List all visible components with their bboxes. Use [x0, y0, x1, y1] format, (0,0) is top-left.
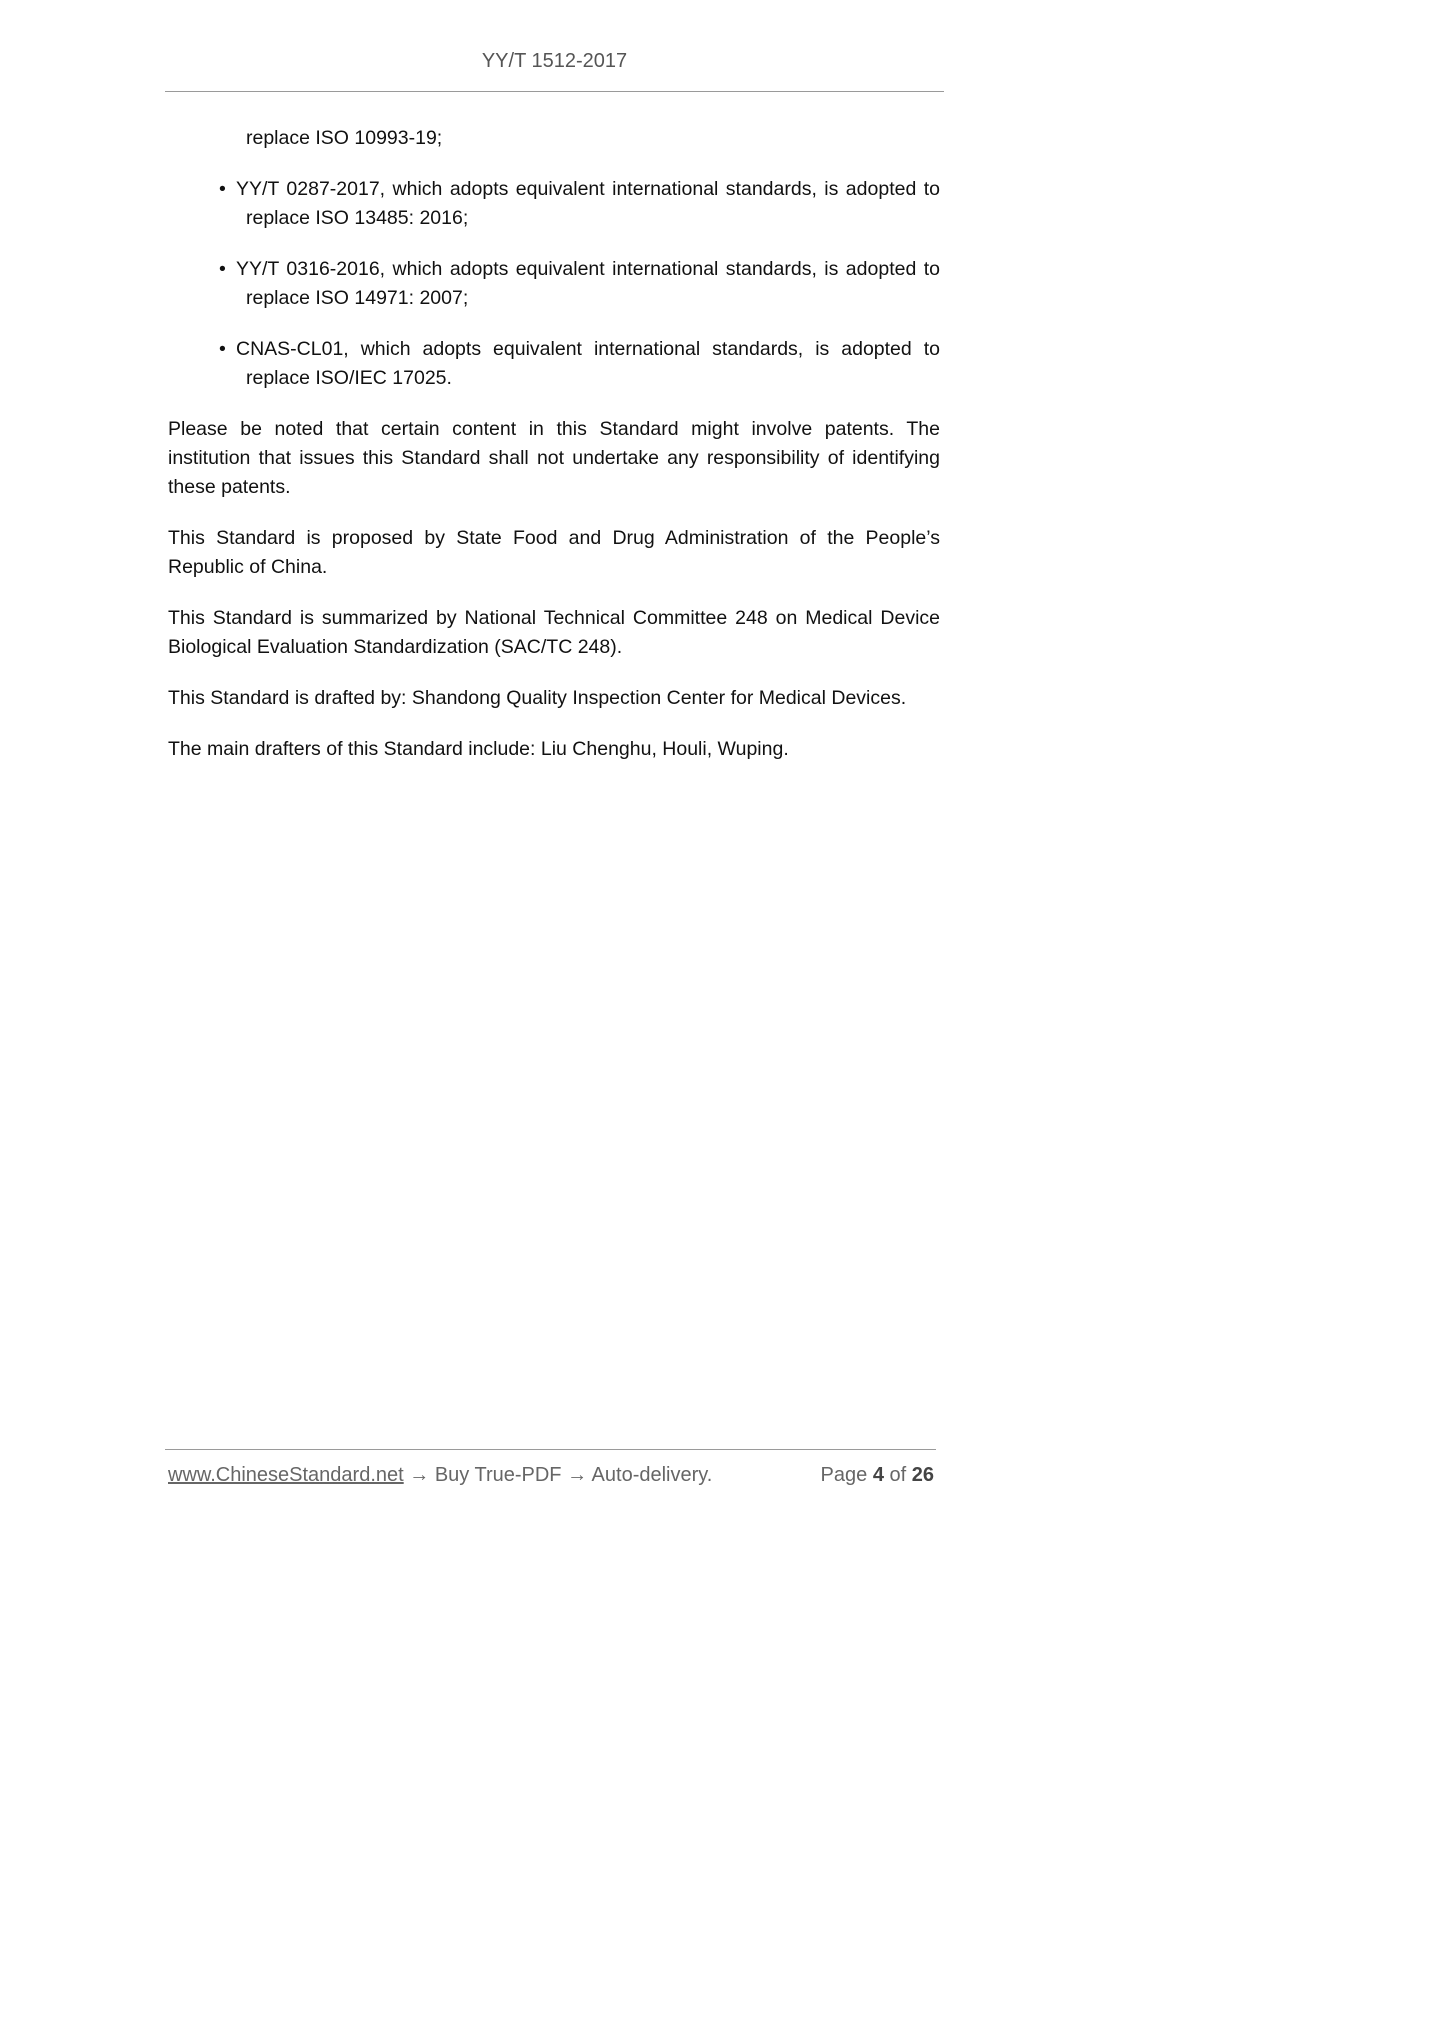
page-label: Page — [820, 1464, 868, 1486]
patent-notice-paragraph: Please be noted that certain content in this Standard might involve patents. The institution that issues this Standard shall not undertake any responsibility of identifying these patents. — [168, 418, 940, 498]
document-header: YY/T 1512-2017 — [481, 50, 628, 72]
list-item-text: YY/T 0287-2017, which adopts equivalent international standards, is adopted to replace ISO 13485: 2016; — [236, 178, 940, 229]
drafters-paragraph: The main drafters of this Standard include: Liu Chenghu, Houli, Wuping. — [168, 738, 789, 760]
bullet-icon: • — [219, 178, 226, 200]
list-item-text: CNAS-CL01, which adopts equivalent international standards, is adopted to replace ISO/IEC 17025. — [236, 338, 940, 389]
list-item — [168, 335, 940, 393]
header-divider — [165, 91, 944, 92]
committee-paragraph: This Standard is summarized by National Technical Committee 248 on Medical Device Biological Evaluation Standardization (SAC/TC 248). — [168, 607, 940, 658]
arrow-right-icon: → — [409, 1464, 430, 1486]
drafting-unit-paragraph: This Standard is drafted by: Shandong Quality Inspection Center for Medical Devices. — [168, 687, 907, 709]
arrow-right-icon: → — [567, 1464, 588, 1486]
proposer-paragraph: This Standard is proposed by State Food and Drug Administration of the People’s Republic of China. — [168, 527, 940, 578]
page-number — [821, 1464, 934, 1487]
of-label: of — [889, 1464, 907, 1486]
page-current: 4 — [872, 1464, 884, 1486]
website-link[interactable]: www.ChineseStandard.net — [168, 1464, 404, 1486]
list-item — [168, 175, 940, 233]
list-item — [168, 255, 940, 313]
list-item-text: YY/T 0316-2016, which adopts equivalent international standards, is adopted to replace ISO 14971: 2007; — [236, 258, 940, 309]
footer-divider — [165, 1449, 936, 1450]
buy-text: Buy True-PDF — [434, 1464, 562, 1486]
page-footer — [168, 1464, 934, 1492]
bullet-icon: • — [219, 258, 226, 280]
document-body — [168, 124, 940, 786]
delivery-text: Auto-delivery. — [591, 1464, 713, 1486]
bullet-continuation: replace ISO 10993-19; — [246, 127, 443, 149]
bullet-icon: • — [219, 338, 226, 360]
footer-promo — [168, 1464, 712, 1487]
page-total: 26 — [911, 1464, 934, 1486]
